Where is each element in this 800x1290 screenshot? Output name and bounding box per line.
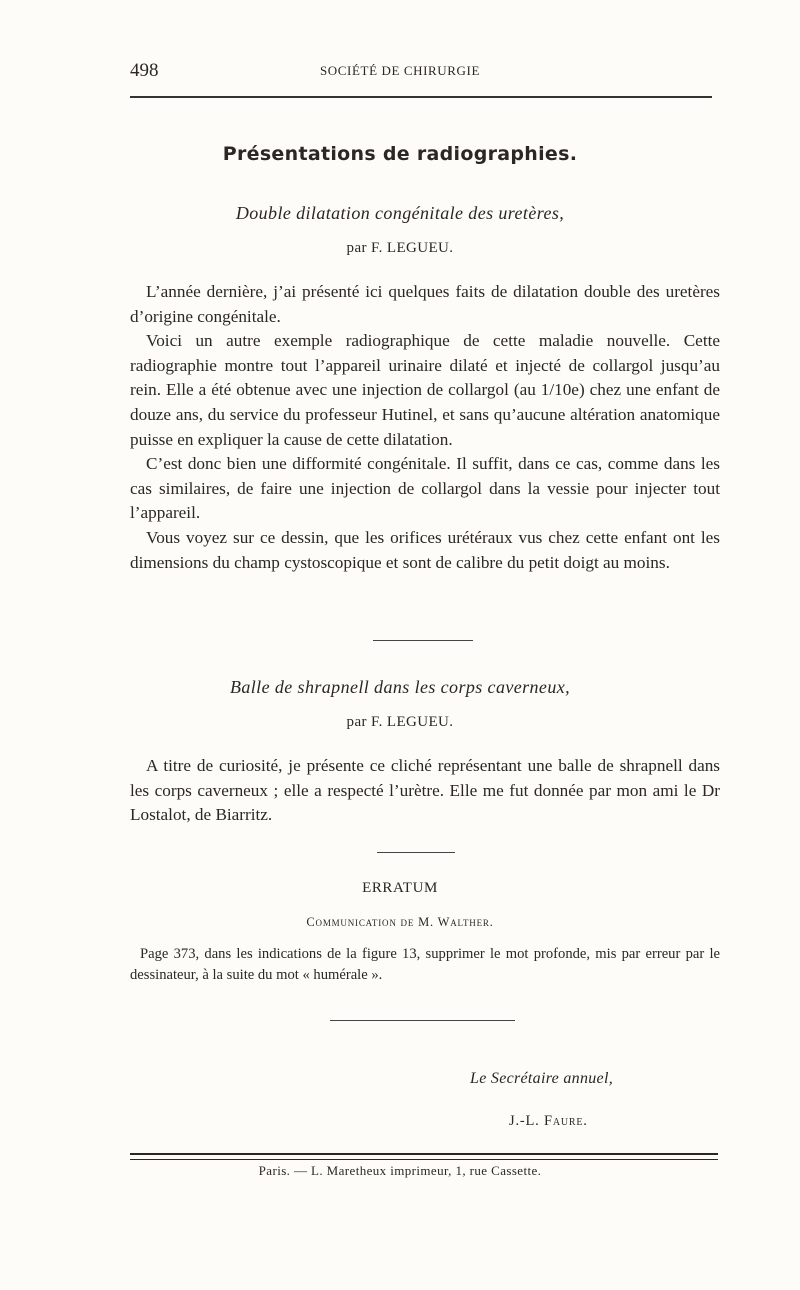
section-divider — [377, 852, 455, 853]
signoff-name: J.-L. Faure. — [509, 1113, 588, 1129]
article-1-title: Double dilatation congénitale des uretères, — [235, 203, 565, 223]
article-1-paragraph: C’est donc bien une difformité congénitale. Il suffit, dans ce cas, comme dans les cas similaires, de faire une injection de collargol dans la vessie pour injecter tout l’appareil. — [130, 454, 720, 523]
erratum-text: Page 373, dans les indications de la figure 13, supprimer le mot profonde, mis par erreur par le dessinateur, à la suite du mot « humérale ». — [130, 946, 720, 983]
article-2-body — [130, 754, 720, 828]
article-1-author: par F. LEGUEU. — [346, 240, 454, 256]
header-rule — [130, 96, 712, 98]
article-1-paragraph: L’année dernière, j’ai présenté ici quelques faits de dilatation double des uretères d’origine congénitale. — [130, 282, 720, 326]
footer-rule — [130, 1153, 718, 1155]
footer-rule-thin — [130, 1159, 718, 1160]
article-2-author: par F. LEGUEU. — [346, 714, 454, 730]
article-1-paragraph: Vous voyez sur ce dessin, que les orifices urétéraux vus chez cette enfant ont les dimensions du champ cystoscopique et sont de calibre du petit doigt au moins. — [130, 527, 720, 572]
article-1-body — [130, 280, 720, 575]
article-1-paragraph: Voici un autre exemple radiographique de cette maladie nouvelle. Cette radiographie montre tout l’appareil urinaire dilaté et injecté de collargol jusqu’au rein. Elle a été obtenue avec une injection de collargol (au 1/10e) chez une enfant de douze ans, du service du professeur Hutinel, et sans qu’aucune altération anatomique puisse en expliquer la cause de cette dilatation. — [130, 331, 720, 449]
printer-imprint: Paris. — L. Maretheux imprimeur, 1, rue Cassette. — [258, 1163, 542, 1178]
page-number: 498 — [130, 60, 159, 81]
erratum-subheading: Communication de M. Walther. — [306, 915, 494, 929]
signoff-role: Le Secrétaire annuel, — [470, 1070, 614, 1087]
section-divider — [373, 640, 473, 641]
erratum-body — [130, 944, 720, 986]
erratum-heading: ERRATUM — [362, 880, 438, 896]
running-head: SOCIÉTÉ DE CHIRURGIE — [319, 63, 481, 78]
article-2-paragraph: A titre de curiosité, je présente ce cliché représentant une balle de shrapnell dans les corps caverneux ; elle a respecté l’urètre. Elle me fut donnée par mon ami le Dr Lostalot, de Biarritz. — [130, 756, 720, 825]
article-2-title: Balle de shrapnell dans les corps caverneux, — [229, 677, 571, 697]
section-title: Présentations de radiographies. — [222, 143, 578, 165]
section-divider — [330, 1020, 515, 1021]
